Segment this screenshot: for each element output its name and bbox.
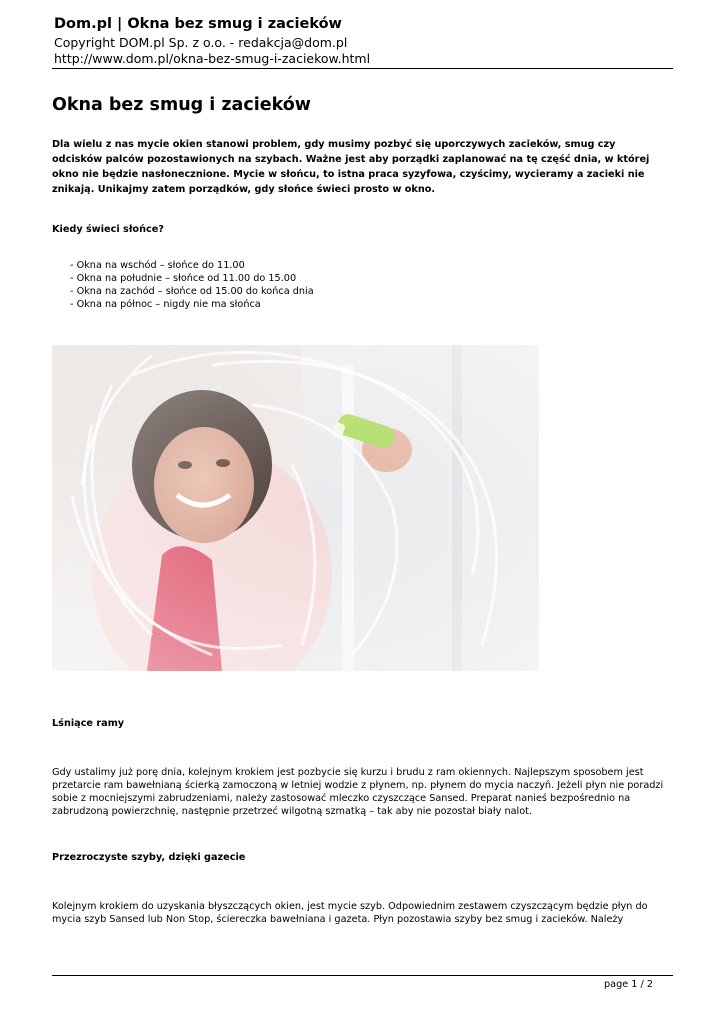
section-heading-glass: Przezroczyste szyby, dzięki gazecie bbox=[52, 852, 246, 863]
section-heading-sun: Kiedy świeci słońce? bbox=[52, 224, 164, 235]
list-item: - Okna na zachód – słońce od 15.00 do końca dnia bbox=[70, 286, 314, 297]
article-lead: Dla wielu z nas mycie okien stanowi problem, gdy musimy pozbyć się uporczywych zacieków, smug czy odcisków palców pozostawionych na szybach. Ważne jest aby porządki zaplanować na tę część dnia, w której okno nie będzie nasłonecznione. Mycie w słońcu, to istna praca syzyfowa, czyścimy, wycieramy a zacieki nie znikają. Unikajmy zatem porządków, gdy słońce świeci prosto w okno. bbox=[52, 139, 650, 195]
header-divider bbox=[52, 68, 673, 69]
list-item: - Okna na północ – nigdy nie ma słońca bbox=[70, 299, 261, 310]
footer-divider bbox=[52, 975, 673, 976]
copyright-line: Copyright DOM.pl Sp. z o.o. - redakcja@dom.pl bbox=[54, 35, 348, 50]
sun-hours-list bbox=[70, 259, 314, 311]
page-number: page 1 / 2 bbox=[604, 979, 654, 990]
list-item: - Okna na południe – słońce od 11.00 do 15.00 bbox=[70, 273, 297, 284]
section-heading-frames: Lśniące ramy bbox=[52, 718, 125, 729]
document-header-title: Dom.pl | Okna bez smug i zacieków bbox=[54, 16, 342, 32]
article-photo bbox=[52, 345, 539, 671]
source-url: http://www.dom.pl/okna-bez-smug-i-zaciekow.html bbox=[54, 51, 371, 66]
article-title: Okna bez smug i zacieków bbox=[52, 95, 311, 115]
section-text-glass: Kolejnym krokiem do uzyskania błyszczących okien, jest mycie szyb. Odpowiednim zestawem czyszczącym będzie płyn do mycia szyb Sansed lub Non Stop, ściereczka bawełniana i gazeta. Płyn pozostawia szyby bez smug i zacieków. Należy bbox=[52, 901, 648, 925]
list-item: - Okna na wschód – słońce do 11.00 bbox=[70, 260, 245, 271]
section-text-frames: Gdy ustalimy już porę dnia, kolejnym krokiem jest pozbycie się kurzu i brudu z ram okiennych. Najlepszym sposobem jest przetarcie ram bawełnianą ścierką zamoczoną w letniej wodzie z płynem, np. płynem do mycia naczyń. Jeżeli płyn nie poradzi sobie z mocniejszymi zabrudzeniami, należy zastosować mleczko czyszczące Sansed. Preparat nanieś bezpośrednio na zabrudzoną powierzchnię, następnie przetrzeć wilgotną szmatką – tak aby nie pozostał biały nalot. bbox=[52, 767, 664, 817]
